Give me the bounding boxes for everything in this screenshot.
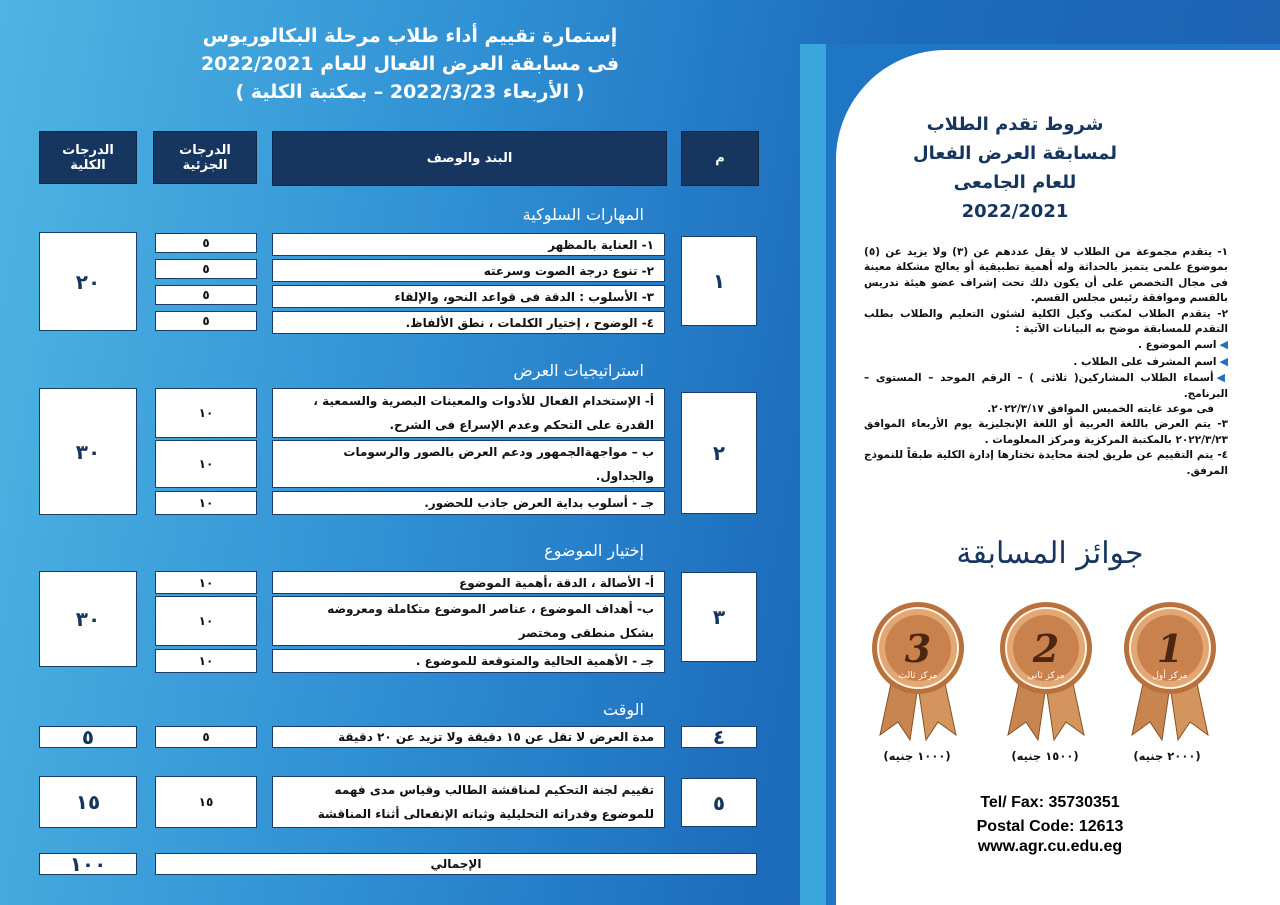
rule-bullet: ◀اسم المشرف على الطلاب .: [1073, 354, 1228, 368]
form-title-line1: إستمارة تقييم أداء طلاب مرحلة البكالوريوس: [202, 25, 618, 47]
section-title: الوقت: [603, 700, 644, 719]
item-desc: ١- العناية بالمظهر: [272, 233, 665, 256]
section-total: ٥: [39, 726, 137, 748]
header-num-label: م: [715, 151, 725, 166]
section-total: ٢٠: [39, 232, 137, 331]
item-score: ٥: [155, 233, 257, 253]
item-desc-line: أ- الإستخدام الفعال للأدوات والمعينات البصرية والسمعية ،: [313, 394, 654, 408]
item-desc-line: تقييم لجنة التحكيم لمناقشة الطالب وقياس مدى فهمه: [334, 783, 654, 797]
item-score: ١٠: [155, 440, 257, 488]
prize-amount-third: (١٠٠٠ جنيه): [883, 749, 951, 763]
form-title-line2: فى مسابقة العرض الفعال للعام 2022/2021: [200, 53, 620, 75]
grand-total-value: ١٠٠: [39, 853, 137, 875]
item-score: ١٥: [155, 776, 257, 828]
section-title: إختيار الموضوع: [544, 541, 644, 560]
item-desc: [272, 388, 665, 438]
item-desc: ٤- الوضوح ، إختيار الكلمات ، نطق الألفاظ.: [272, 311, 665, 334]
item-desc-line: والجداول.: [595, 469, 654, 483]
header-total: [39, 131, 137, 184]
panel-title-line1: شروط تقدم الطلاب: [926, 114, 1104, 135]
contact-postal: Postal Code: 12613: [976, 818, 1124, 835]
item-desc: أ- الأصالة ، الدقة ،أهمية الموضوع: [272, 571, 665, 594]
rule-4: ٤- يتم التقييم عن طريق لجنة محايدة تختارها إدارة الكلية طبقاً للنموذج المرفق.: [864, 449, 1228, 477]
medal-label: مركز أول: [1152, 671, 1188, 681]
rule-bullet: ◀اسم الموضوع .: [1138, 338, 1228, 352]
section-total: ٣٠: [39, 388, 137, 515]
section-num: ٣: [681, 572, 757, 662]
header-partial-label: الدرجات الجزئية: [179, 142, 231, 173]
section-total: ١٥: [39, 776, 137, 828]
medal-label: مركز ثالث: [898, 671, 938, 681]
prize-amount-second: (١٥٠٠ جنيه): [1011, 749, 1079, 763]
item-score: ٥: [155, 311, 257, 331]
triangle-bullet-icon: ◀: [1219, 354, 1228, 368]
rule-3: ٣- يتم العرض باللغة العربية أو اللغة الإنجليزية يوم الأربعاء الموافق ٢٠٢٢/٣/٢٣ بالمكتبة المركزية ومركز المعلومات .: [864, 418, 1228, 446]
form-title-line3: ( الأربعاء 2022/3/23 – بمكتبة الكلية ): [235, 81, 585, 103]
rule-2: ٢- يتقدم الطلاب لمكتب وكيل الكلية لشئون التعليم والطلاب بطلب التقدم للمسابقة موضح به البيانات الآتية :: [864, 307, 1228, 336]
triangle-bullet-icon: ◀: [1216, 371, 1228, 385]
section-total: ٣٠: [39, 571, 137, 667]
section-num: ٢: [681, 392, 757, 514]
item-desc-line: القدرة على التحكم وعدم الإسراع فى الشرح.: [389, 418, 654, 432]
contact-website[interactable]: www.agr.cu.edu.eg: [977, 838, 1123, 855]
item-score: ٥: [155, 285, 257, 305]
item-score: ١٠: [155, 571, 257, 594]
header-total-label: الدرجات الكلية: [62, 142, 114, 173]
triangle-bullet-icon: ◀: [1219, 338, 1228, 352]
item-desc: مدة العرض لا تقل عن ١٥ دقيقة ولا تزيد عن ٢٠ دقيقة: [272, 726, 665, 748]
header-desc-label: البند والوصف: [426, 151, 513, 166]
section-title: المهارات السلوكية: [522, 205, 644, 224]
contact-phone: Tel/ Fax: 35730351: [980, 794, 1120, 811]
gold-medal-icon: [1120, 600, 1220, 750]
item-desc: [272, 596, 665, 646]
prizes-title: جوائز المسابقة: [956, 536, 1144, 571]
prize-amount-first: (٢٠٠٠ جنيه): [1133, 749, 1201, 763]
item-score: ٥: [155, 259, 257, 279]
header-num: [681, 131, 759, 186]
item-desc-line: بشكل منطقى ومختصر: [518, 626, 654, 640]
grand-total-label: الإجمالي: [155, 853, 757, 875]
item-desc-line: ب- أهداف الموضوع ، عناصر الموضوع متكاملة ومعروضه: [327, 602, 654, 616]
header-desc: [272, 131, 667, 186]
section-num: ١: [681, 236, 757, 326]
item-score: ١٠: [155, 491, 257, 515]
rule-bullet-cont: فى موعد غايته الخميس الموافق ٢٠٢٢/٣/١٧.: [987, 403, 1214, 416]
conditions-list: [864, 245, 1228, 479]
panel-title-line3: للعام الجامعى 2022/2021: [953, 172, 1077, 222]
item-desc: جـ - الأهمية الحالية والمتوقعة للموضوع .: [272, 649, 665, 673]
section-num: ٤: [681, 726, 757, 748]
medal-label: مركز ثانى: [1027, 671, 1065, 681]
panel-title: [900, 110, 1130, 226]
item-desc: ٣- الأسلوب : الدقة فى قواعد النحو، والإلقاء: [272, 285, 665, 308]
item-score: ١٠: [155, 649, 257, 673]
medal-digit: 2: [1032, 626, 1060, 671]
item-desc: [272, 776, 665, 828]
header-partial: [153, 131, 257, 184]
item-desc: [272, 440, 665, 488]
section-title: استراتيجيات العرض: [513, 361, 644, 380]
item-score: ١٠: [155, 388, 257, 438]
rule-1: ١- يتقدم مجموعة من الطلاب لا يقل عددهم عن (٣) ولا يزيد عن (٥) بموضوع علمى يتميز بالحداثة وله أهمية تطبيقية أو يعالج مشكلة معينة فى مجال التخصص على أن يكون ذلك تحت إشراف عضو هيئة تدريس بالقسم وموافقة رئيس مجلس القسم.: [864, 246, 1229, 305]
item-score: ١٠: [155, 596, 257, 646]
item-desc: ٢- تنوع درجة الصوت وسرعته: [272, 259, 665, 282]
medal-digit: 3: [904, 626, 932, 671]
panel-title-line2: لمسابقة العرض الفعال: [913, 143, 1117, 164]
rule-bullet: ◀أسماء الطلاب المشاركين( ثلاثى ) – الرقم الموحد – المستوى – البرنامج.: [864, 371, 1228, 400]
medal-digit: 1: [1156, 626, 1184, 671]
item-score: ٥: [155, 726, 257, 748]
bronze-medal-icon: [868, 600, 968, 750]
item-desc: جـ - أسلوب بداية العرض جاذب للحضور.: [272, 491, 665, 515]
item-desc-line: ب – مواجهةالجمهور ودعم العرض بالصور والرسومات: [343, 445, 654, 459]
section-num: ٥: [681, 778, 757, 827]
form-title: [130, 22, 690, 106]
item-desc-line: للموضوع وقدراته التحليلية وثباته الإنفعالى أثناء المناقشة: [317, 807, 654, 821]
silver-medal-icon: [996, 600, 1096, 750]
